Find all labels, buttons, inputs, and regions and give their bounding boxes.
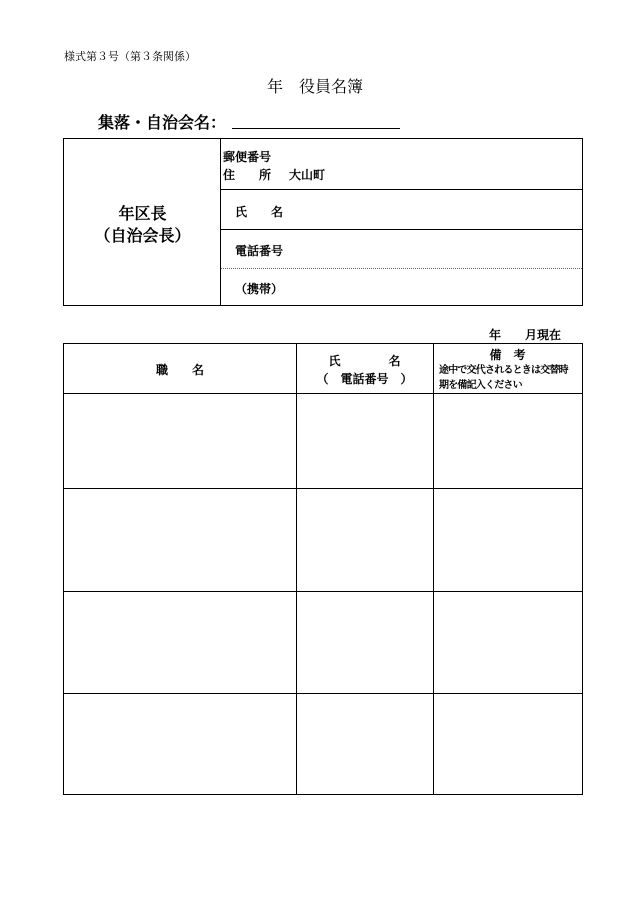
table-row-3-notes-cell[interactable] [434, 592, 582, 693]
table-row-4-notes-cell[interactable] [434, 694, 582, 794]
officer-table [63, 343, 583, 795]
chief-title [64, 203, 221, 247]
address-label: 住 所 [223, 168, 272, 182]
table-row-2-position-cell[interactable] [64, 489, 296, 591]
phone-row[interactable] [221, 230, 582, 269]
column-header-name: 氏 名 [328, 354, 401, 368]
table-row-4-position-cell[interactable] [64, 694, 296, 794]
postal-code-label: 郵便番号 [223, 150, 272, 164]
name-label: 氏 名 [235, 205, 284, 219]
table-row-1-position-cell[interactable] [64, 394, 296, 488]
form-number-label: 様式第３号（第３条関係） [64, 50, 196, 63]
table-row-3-position-cell[interactable] [64, 592, 296, 693]
as-of-date-label: 年 月現在 [489, 328, 562, 342]
mobile-label: （携帯） [235, 282, 284, 296]
address-row[interactable] [221, 139, 582, 190]
column-header-position: 職 名 [155, 363, 204, 377]
table-row-2-name-cell[interactable] [297, 489, 433, 591]
address-value: 大山町 [289, 168, 326, 182]
table-row-2-notes-cell[interactable] [434, 489, 582, 591]
village-name-field-line[interactable] [232, 128, 400, 129]
column-header-notes: 備 考 [489, 348, 526, 362]
table-row-1-notes-cell[interactable] [434, 394, 582, 488]
mobile-row[interactable] [221, 269, 582, 305]
column-header-phone: （ 電話番号 ） [316, 372, 413, 386]
page-title: 年 役員名簿 [266, 77, 363, 96]
table-row-3-name-cell[interactable] [297, 592, 433, 693]
chief-title-line2: （自治会長） [94, 226, 191, 245]
notes-instruction-line1: 途中で交代されるときは交替時 [439, 365, 568, 376]
phone-label: 電話番号 [235, 244, 284, 258]
village-name-label: 集落・自治会名： [98, 113, 227, 132]
chief-table [63, 138, 583, 306]
chief-title-cell [64, 139, 221, 305]
notes-instruction [439, 363, 568, 393]
table-row-1-name-cell[interactable] [297, 394, 433, 488]
table-row-4-name-cell[interactable] [297, 694, 433, 794]
name-row[interactable] [221, 190, 582, 230]
chief-title-line1: 年区長 [118, 204, 167, 223]
notes-instruction-line2: 期を備記入ください [439, 380, 522, 391]
